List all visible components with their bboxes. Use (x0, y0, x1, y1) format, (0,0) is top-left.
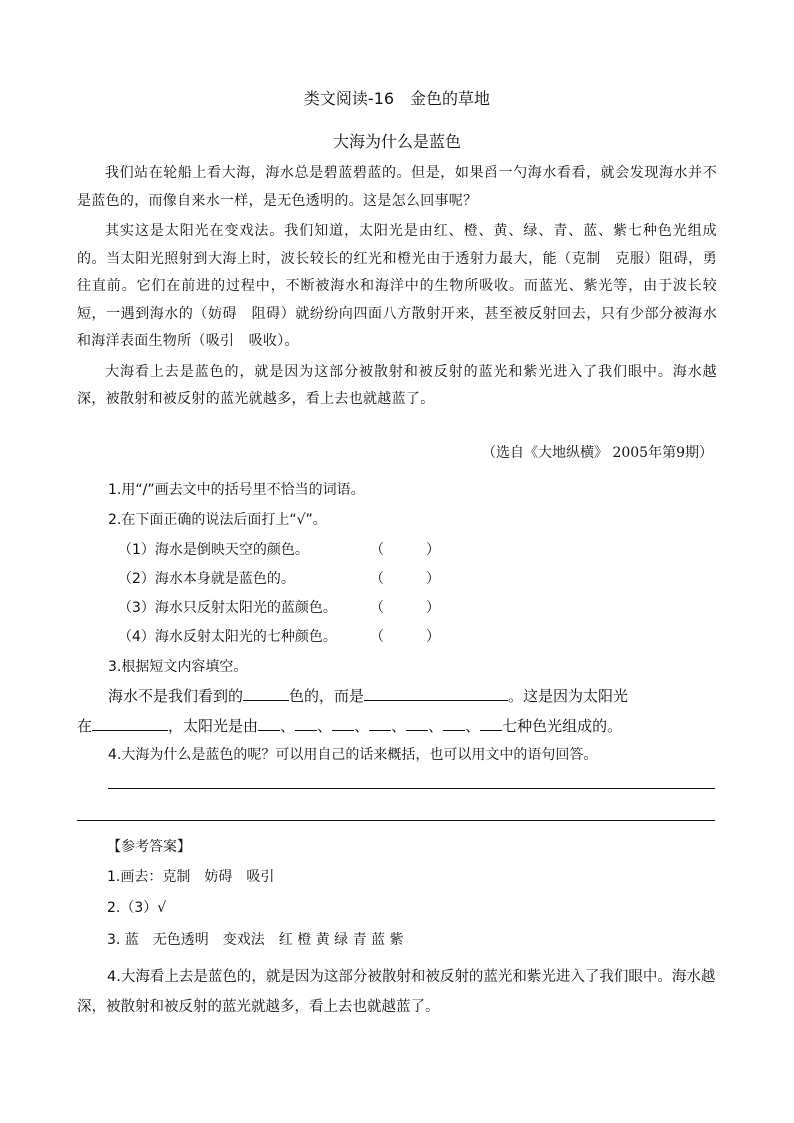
fill-text: 色的，而是 (289, 687, 365, 705)
article-body (77, 160, 717, 417)
q3-fill-line-1 (108, 685, 628, 706)
article-title: 大海为什么是蓝色 (332, 132, 461, 151)
q2-option-1 (118, 539, 440, 559)
q2-option-text: （3）海水只反射太阳光的蓝颜色。 (118, 600, 337, 616)
article-paragraph-2: 其实这是太阳光在变戏法。我们知道，太阳光是由红、橙、黄、绿、青、蓝、紫七种色光组成的。当太阳光照射到大海上时，波长较长的红光和橙光由于透射力最大，能（克制 克服）阻碍，勇往直前。它们在前进的过程中，不断被海水和海洋中的生物所吸收。而蓝光、紫光等，由于波长较短，一遇到海水的（妨碍 阻碍）就纷纷向四面八方散射开来，甚至被反射回去，只有少部分被海水和海洋表面生物所（吸引 吸收）。 (77, 223, 717, 349)
answer-paren[interactable]: （ ） (370, 542, 440, 558)
answer-paren[interactable]: （ ） (370, 571, 440, 587)
fill-text: 七种色光组成的。 (502, 717, 623, 735)
separator: 、 (280, 717, 296, 735)
section-divider (77, 820, 715, 821)
answers-heading: 【参考答案】 (107, 839, 191, 855)
fill-blank[interactable] (364, 686, 508, 701)
answer-line[interactable] (108, 788, 715, 789)
answer-paren[interactable]: （ ） (370, 629, 440, 645)
answer-4-text: 4.大海看上去是蓝色的，就是因为这部分被散射和被反射的蓝光和紫光进入了我们眼中。海水越深，被散射和被反射的蓝光就越多，看上去也就越蓝了。 (77, 969, 716, 1015)
q2-option-2 (118, 568, 440, 588)
fill-blank[interactable] (258, 716, 280, 731)
article-source: （选自《大地纵横》 2005年第9期） (482, 445, 713, 461)
article-paragraph-3: 大海看上去是蓝色的，就是因为这部分被散射和被反射的蓝光和紫光进入了我们眼中。海水越深，被散射和被反射的蓝光就越多，看上去也就越蓝了。 (77, 363, 717, 407)
q2-option-3 (118, 597, 440, 617)
q3-fill-line-2 (77, 715, 622, 736)
page-title: 类文阅读-16 金色的草地 (303, 89, 491, 108)
question-1: 1.用“/”画去文中的括号里不恰当的词语。 (108, 482, 365, 498)
fill-blank[interactable] (295, 716, 317, 731)
q2-option-text: （1）海水是倒映天空的颜色。 (118, 542, 309, 558)
fill-blank[interactable] (243, 686, 289, 701)
fill-blank[interactable] (92, 716, 168, 731)
question-2: 2.在下面正确的说法后面打上“√”。 (108, 512, 327, 528)
q2-option-4 (118, 626, 440, 646)
separator: 、 (465, 717, 481, 735)
question-4: 4.大海为什么是蓝色的呢？可以用自己的话来概括，也可以用文中的语句回答。 (108, 747, 598, 763)
fill-blank[interactable] (443, 716, 465, 731)
article-paragraph-1: 我们站在轮船上看大海，海水总是碧蓝碧蓝的。但是，如果舀一勺海水看看，就会发现海水并不是蓝色的，而像自来水一样，是无色透明的。这是怎么回事呢？ (77, 165, 717, 209)
fill-text: 在 (77, 717, 93, 735)
answer-3: 3. 蓝 无色透明 变戏法 红 橙 黄 绿 青 蓝 紫 (107, 932, 404, 948)
fill-blank[interactable] (480, 716, 502, 731)
fill-blank[interactable] (406, 716, 428, 731)
fill-blank[interactable] (332, 716, 354, 731)
fill-blank[interactable] (369, 716, 391, 731)
separator: 、 (317, 717, 333, 735)
separator: 、 (391, 717, 407, 735)
q2-option-text: （2）海水本身就是蓝色的。 (118, 571, 295, 587)
q2-option-text: （4）海水反射太阳光的七种颜色。 (118, 629, 337, 645)
fill-text: 海水不是我们看到的 (108, 687, 244, 705)
answer-1: 1.画去：克制 妨碍 吸引 (107, 869, 275, 885)
separator: 、 (428, 717, 444, 735)
fill-text: ，太阳光是由 (168, 717, 259, 735)
separator: 、 (354, 717, 370, 735)
fill-text: 。这是因为太阳光 (508, 687, 629, 705)
answer-2: 2.（3）√ (107, 900, 167, 916)
answer-paren[interactable]: （ ） (370, 600, 440, 616)
question-3: 3.根据短文内容填空。 (108, 659, 248, 675)
answer-4 (77, 962, 727, 1022)
